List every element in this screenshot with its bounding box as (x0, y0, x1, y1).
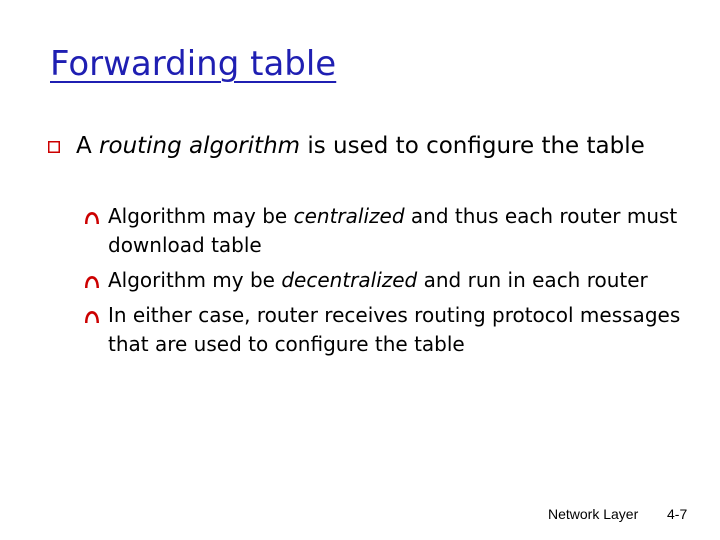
page-number: 4-7 (667, 506, 688, 522)
crescent-bullet-icon (84, 310, 100, 324)
sub-bullet-item: Algorithm may be centralized and thus each router must download table (84, 202, 684, 260)
square-bullet-icon (48, 141, 60, 153)
sub-bullet-list (84, 202, 684, 365)
bullet-main (48, 130, 668, 162)
footer-label: Network Layer (548, 506, 639, 522)
page-title: Forwarding table (50, 44, 337, 84)
sub-bullet-item: Algorithm my be decentralized and run in each router (84, 266, 684, 295)
sub-bullet-item: In either case, router receives routing protocol messages that are used to configure the table (84, 301, 684, 359)
crescent-bullet-icon (84, 211, 100, 225)
bullet-main-text: A routing algorithm is used to configure the table (76, 133, 645, 159)
crescent-bullet-icon (84, 275, 100, 289)
